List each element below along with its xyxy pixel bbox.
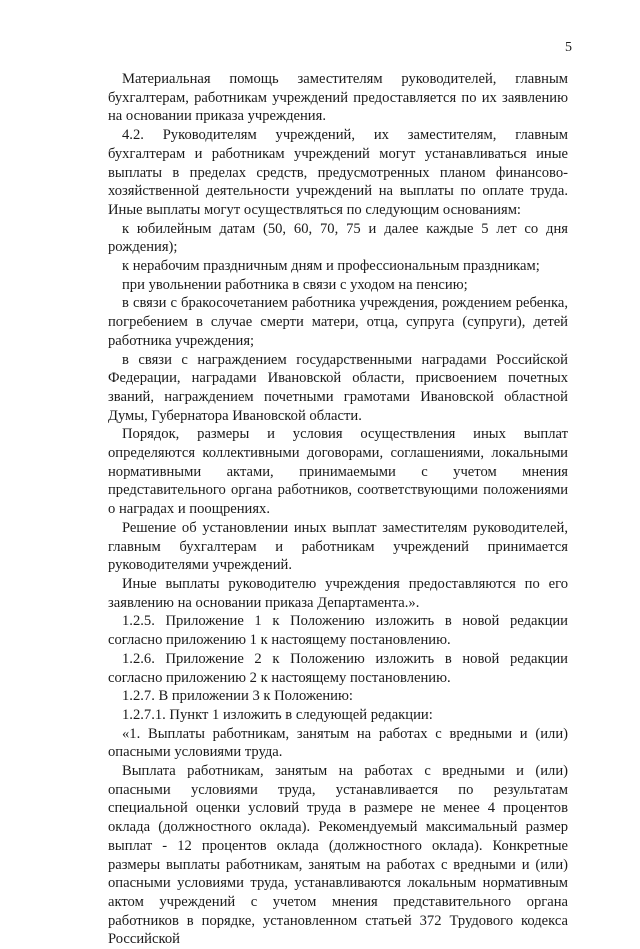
paragraph: Иные выплаты руководителю учреждения предоставляются по его заявлению на основании приказа Департамента.».	[108, 575, 568, 611]
paragraph: Материальная помощь заместителям руководителей, главным бухгалтерам, работникам учреждений предоставляется по их заявлению на основании приказа учреждения.	[108, 71, 568, 125]
page-number: 5	[565, 40, 572, 55]
paragraph: Выплата работникам, занятым на работах с вредными и (или) опасными условиями труда, устанавливается по результатам специальной оценки условий труда в размере не менее 4 процентов оклада (должностного оклада). Рекомендуемый максимальный размер выплат - 12 процентов оклада (должностного оклада). Конкретные размеры выплаты работникам, занятым на работах с вредными и (или) опасными условиями труда, устанавливаются локальным нормативным актом учреждений с учетом мнения представительного органа работников в порядке, установленном статьей 372 Трудового кодекса Российской	[108, 763, 568, 948]
document-body	[108, 70, 568, 949]
paragraph: к юбилейным датам (50, 60, 70, 75 и далее каждые 5 лет со дня рождения);	[108, 220, 568, 256]
paragraph: в связи с бракосочетанием работника учреждения, рождением ребенка, погребением в случае смерти матери, отца, супруга (супруги), детей работника учреждения;	[108, 295, 568, 349]
paragraph: в связи с награждением государственными наградами Российской Федерации, наградами Ивановской области, присвоением почетных званий, награждением почетными грамотами Ивановской областной Думы, Губернатора Ивановской области.	[108, 351, 568, 424]
paragraph: 1.2.7.1. Пункт 1 изложить в следующей редакции:	[122, 706, 433, 723]
paragraph: 1.2.6. Приложение 2 к Положению изложить в новой редакции согласно приложению 2 к настоящему постановлению.	[108, 650, 568, 686]
paragraph: при увольнении работника в связи с уходом на пенсию;	[122, 276, 468, 293]
paragraph: Порядок, размеры и условия осуществления иных выплат определяются коллективными договорами, соглашениями, локальными нормативными актами, принимаемыми с учетом мнения представительного органа работников, соответствующими положениями о наградах и поощрениях.	[108, 426, 568, 518]
paragraph: 4.2. Руководителям учреждений, их заместителям, главным бухгалтерам и работникам учреждений могут устанавливаться иные выплаты в пределах средств, предусмотренных планом финансово-хозяйственной деятельности учреждений на выплаты по оплате труда. Иные выплаты могут осуществляться по следующим основаниям:	[108, 127, 568, 218]
paragraph: к нерабочим праздничным дням и профессиональным праздникам;	[122, 258, 540, 275]
paragraph: «1. Выплаты работникам, занятым на работах с вредными и (или) опасными условиями труда.	[108, 725, 568, 761]
paragraph: 1.2.5. Приложение 1 к Положению изложить в новой редакции согласно приложению 1 к настоящему постановлению.	[108, 613, 568, 649]
paragraph: Решение об установлении иных выплат заместителям руководителей, главным бухгалтерам и работникам учреждений принимается руководителями учреждений.	[108, 519, 568, 574]
paragraph: 1.2.7. В приложении 3 к Положению:	[122, 688, 353, 705]
